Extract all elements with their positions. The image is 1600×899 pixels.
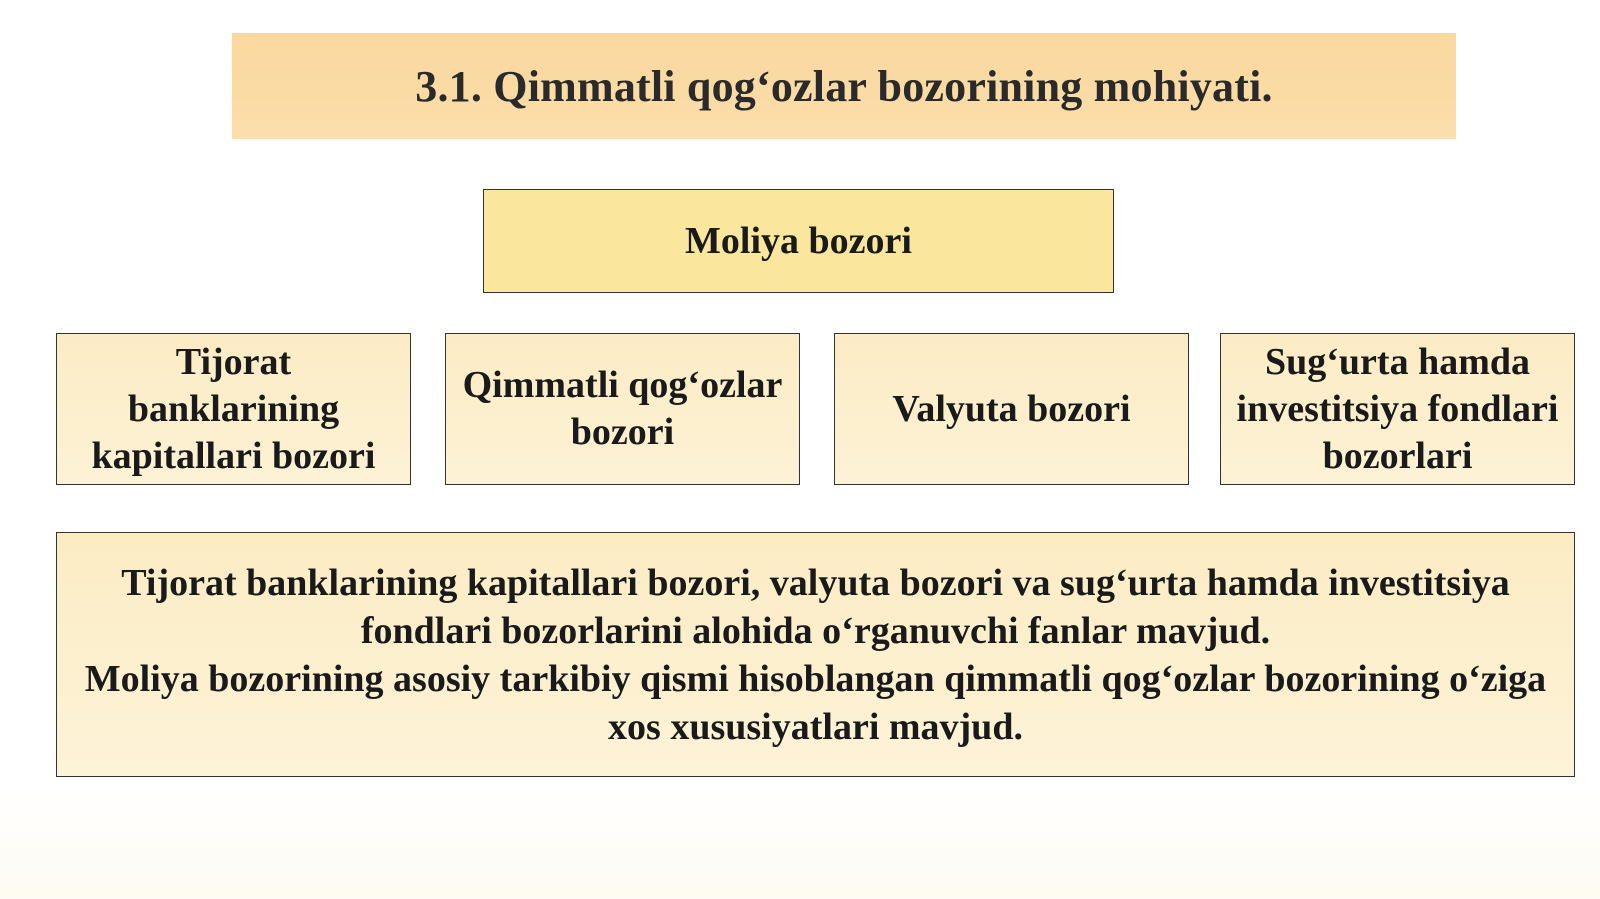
title-banner [232,33,1456,139]
child-node-insurance-investment-market [1220,333,1575,485]
child-node-label: Tijorat banklarining kapitallari bozori [91,340,376,477]
root-node-label: Moliya bozori [685,220,912,262]
child-node-label: Sug‘urta hamda investitsiya fondlari bozorlari [1236,340,1559,477]
background-decoration [0,790,1600,899]
root-node-financial-market [483,189,1114,293]
explanation-box [56,532,1575,777]
child-node-currency-market [834,333,1189,485]
slide-title: 3.1. Qimmatli qog‘ozlar bozorining mohiyati. [415,61,1273,111]
explanation-paragraph-2: Moliya bozorining asosiy tarkibiy qismi hisoblangan qimmatli qog‘ozlar bozorining o‘ziga xos xususiyatlari mavjud. [84,657,1547,748]
child-node-label: Qimmatli qog‘ozlar bozori [462,364,783,453]
child-node-securities-market [445,333,800,485]
child-node-label: Valyuta bozori [892,387,1131,430]
child-node-bank-capital-market [56,333,411,485]
explanation-paragraph-1: Tijorat banklarining kapitallari bozori, valyuta bozori va sug‘urta hamda investitsiya fondlari bozorlarini alohida o‘rganuvchi fanlar mavjud. [121,561,1510,652]
